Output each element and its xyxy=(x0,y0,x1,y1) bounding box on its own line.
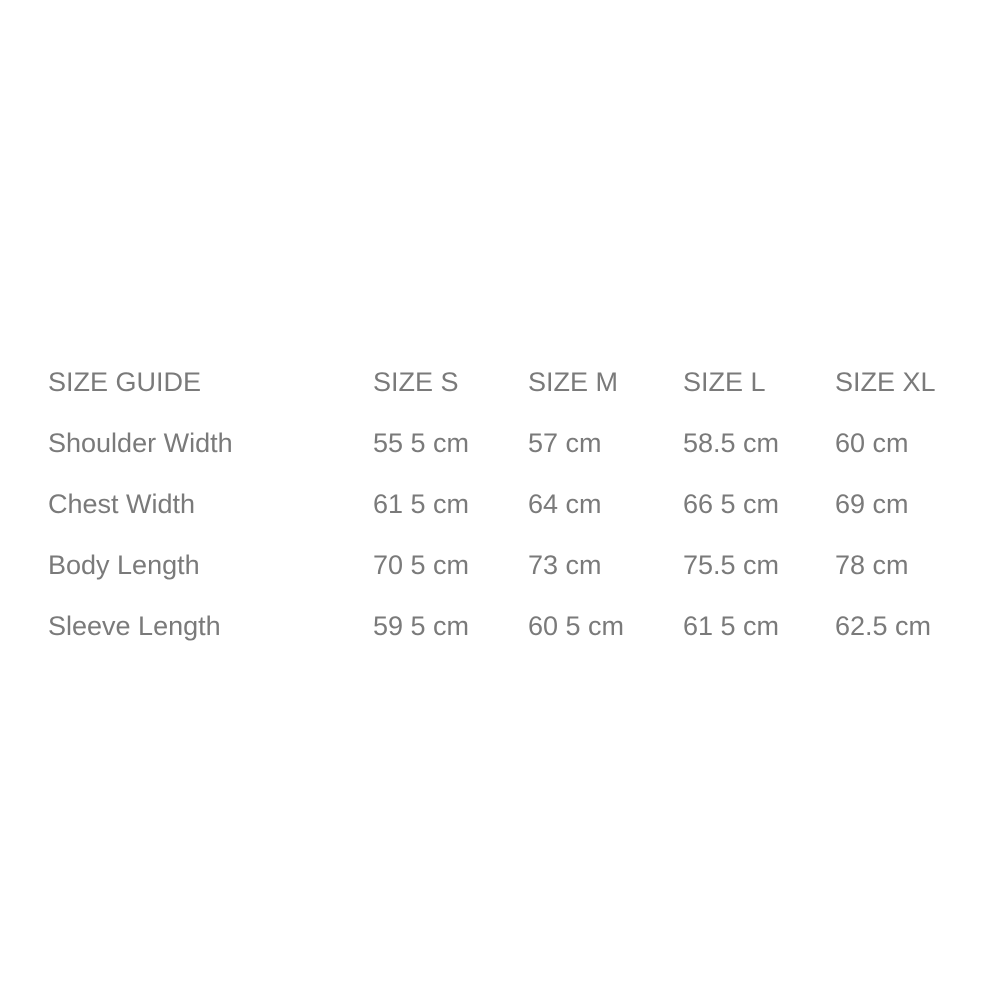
column-header-size-s: SIZE S xyxy=(373,367,459,397)
table-row xyxy=(48,535,958,596)
cell-chest-width-m: 64 cm xyxy=(528,489,602,519)
cell-shoulder-width-l: 58.5 cm xyxy=(683,428,780,458)
row-label-shoulder-width: Shoulder Width xyxy=(48,428,233,458)
table-row xyxy=(48,413,958,474)
cell-sleeve-length-xl: 62.5 cm xyxy=(835,611,932,641)
column-header-size-m: SIZE M xyxy=(528,367,619,397)
cell-sleeve-length-m: 60 5 cm xyxy=(528,611,625,641)
row-label-chest-width: Chest Width xyxy=(48,489,196,519)
cell-sleeve-length-s: 59 5 cm xyxy=(373,611,470,641)
column-header-size-l: SIZE L xyxy=(683,367,766,397)
row-label-body-length: Body Length xyxy=(48,550,200,580)
table-header-row xyxy=(48,352,958,413)
cell-chest-width-xl: 69 cm xyxy=(835,489,909,519)
cell-sleeve-length-l: 61 5 cm xyxy=(683,611,780,641)
table-row xyxy=(48,474,958,535)
size-guide-container xyxy=(48,352,958,657)
size-guide-table xyxy=(48,352,958,657)
column-header-size-xl: SIZE XL xyxy=(835,367,936,397)
cell-shoulder-width-xl: 60 cm xyxy=(835,428,909,458)
table-header xyxy=(48,352,958,413)
table-body xyxy=(48,413,958,657)
table-row xyxy=(48,596,958,657)
cell-body-length-s: 70 5 cm xyxy=(373,550,470,580)
cell-chest-width-l: 66 5 cm xyxy=(683,489,780,519)
cell-body-length-l: 75.5 cm xyxy=(683,550,780,580)
cell-shoulder-width-s: 55 5 cm xyxy=(373,428,470,458)
cell-shoulder-width-m: 57 cm xyxy=(528,428,602,458)
cell-chest-width-s: 61 5 cm xyxy=(373,489,470,519)
cell-body-length-m: 73 cm xyxy=(528,550,602,580)
column-header-size-guide: SIZE GUIDE xyxy=(48,367,202,397)
cell-body-length-xl: 78 cm xyxy=(835,550,909,580)
row-label-sleeve-length: Sleeve Length xyxy=(48,611,221,641)
